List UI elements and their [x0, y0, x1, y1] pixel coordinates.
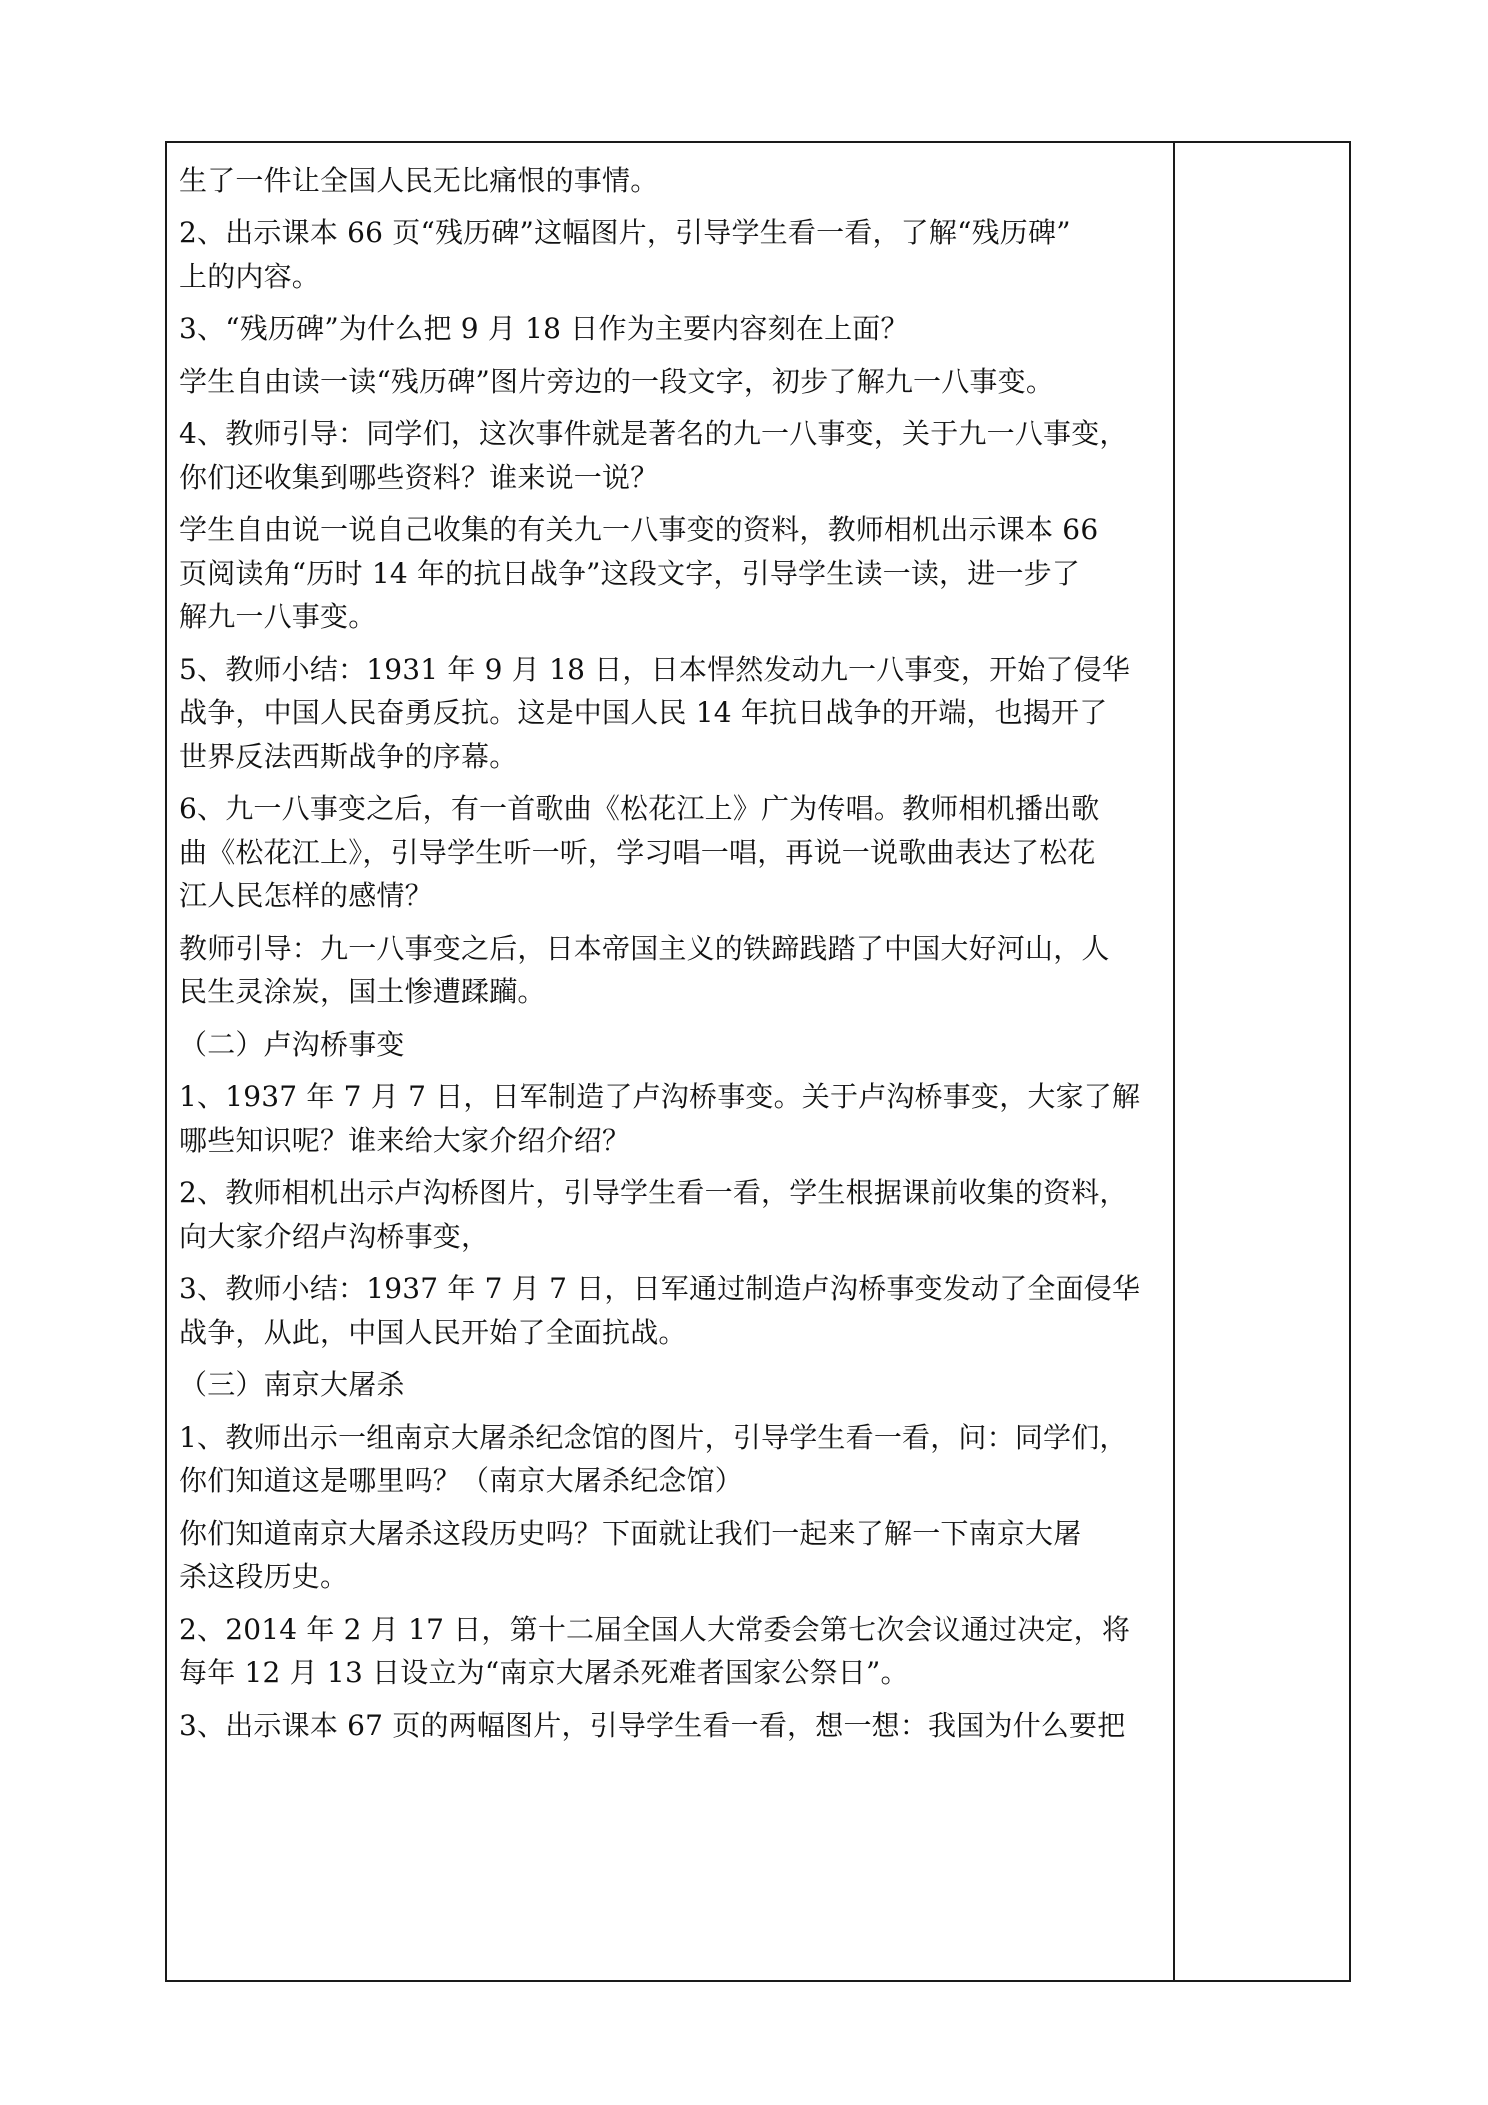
- text-line: 上的内容。: [179, 259, 321, 293]
- text-line: 世界反法西斯战争的序幕。: [179, 739, 518, 773]
- text-line: 6、九一八事变之后，有一首歌曲《松花江上》广为传唱。教师相机播出歌: [179, 792, 1100, 826]
- text-line: 每年 12 月 13 日设立为“南京大屠杀死难者国家公祭日”。: [179, 1656, 909, 1690]
- text-line: 向大家介绍卢沟桥事变，: [179, 1219, 490, 1253]
- text-line: 3、“残历碑”为什么把 9 月 18 日作为主要内容刻在上面？: [179, 312, 909, 346]
- text-line: （二）卢沟桥事变: [179, 1027, 405, 1061]
- text-line: 战争，从此，中国人民开始了全面抗战。: [179, 1315, 687, 1349]
- text-line: （三）南京大屠杀: [179, 1368, 405, 1402]
- text-line: 3、出示课本 67 页的两幅图片，引导学生看一看，想一想：我国为什么要把: [179, 1708, 1126, 1742]
- text-line: 页阅读角“历时 14 年的抗日战争”这段文字，引导学生读一读，进一步了: [179, 556, 1081, 590]
- text-line: 4、教师引导：同学们，这次事件就是著名的九一八事变，关于九一八事变，: [179, 417, 1128, 451]
- text-line: 2、2014 年 2 月 17 日，第十二届全国人大常委会第七次会议通过决定，将: [179, 1612, 1131, 1646]
- text-line: 杀这段历史。: [179, 1560, 349, 1594]
- text-line: 民生灵涂炭，国土惨遭蹂躏。: [179, 975, 546, 1009]
- text-line: 教师引导：九一八事变之后，日本帝国主义的铁蹄践踏了中国大好河山，人: [179, 931, 1110, 965]
- lesson-table: [165, 141, 1351, 1982]
- text-line: 哪些知识呢？谁来给大家介绍介绍？: [179, 1123, 631, 1157]
- text-line: 你们还收集到哪些资料？谁来说一说？: [179, 460, 659, 494]
- text-line: 2、教师相机出示卢沟桥图片，引导学生看一看，学生根据课前收集的资料，: [179, 1176, 1128, 1210]
- text-line: 战争，中国人民奋勇反抗。这是中国人民 14 年抗日战争的开端，也揭开了: [179, 696, 1108, 730]
- text-line: 1、教师出示一组南京大屠杀纪念馆的图片，引导学生看一看，问：同学们，: [179, 1420, 1128, 1454]
- text-line: 曲《松花江上》，引导学生听一听，学习唱一唱，再说一说歌曲表达了松花: [179, 835, 1096, 869]
- lesson-content-cell: [167, 143, 1175, 1980]
- text-line: 学生自由读一读“残历碑”图片旁边的一段文字，初步了解九一八事变。: [179, 364, 1055, 398]
- notes-cell: [1175, 143, 1349, 1980]
- text-line: 学生自由说一说自己收集的有关九一八事变的资料，教师相机出示课本 66: [179, 513, 1099, 547]
- text-line: 解九一八事变。: [179, 600, 377, 634]
- text-line: 你们知道南京大屠杀这段历史吗？下面就让我们一起来了解一下南京大屠: [179, 1516, 1082, 1550]
- text-line: 1、1937 年 7 月 7 日，日军制造了卢沟桥事变。关于卢沟桥事变，大家了解: [179, 1080, 1141, 1114]
- text-line: 2、出示课本 66 页“残历碑”这幅图片，引导学生看一看，了解“残历碑”: [179, 216, 1071, 250]
- text-line: 3、教师小结：1937 年 7 月 7 日，日军通过制造卢沟桥事变发动了全面侵华: [179, 1272, 1141, 1306]
- text-line: 5、教师小结：1931 年 9 月 18 日，日本悍然发动九一八事变，开始了侵华: [179, 652, 1131, 686]
- text-line: 江人民怎样的感情？: [179, 879, 433, 913]
- text-line: 生了一件让全国人民无比痛恨的事情。: [179, 164, 659, 197]
- text-line: 你们知道这是哪里吗？（南京大屠杀纪念馆）: [179, 1464, 744, 1498]
